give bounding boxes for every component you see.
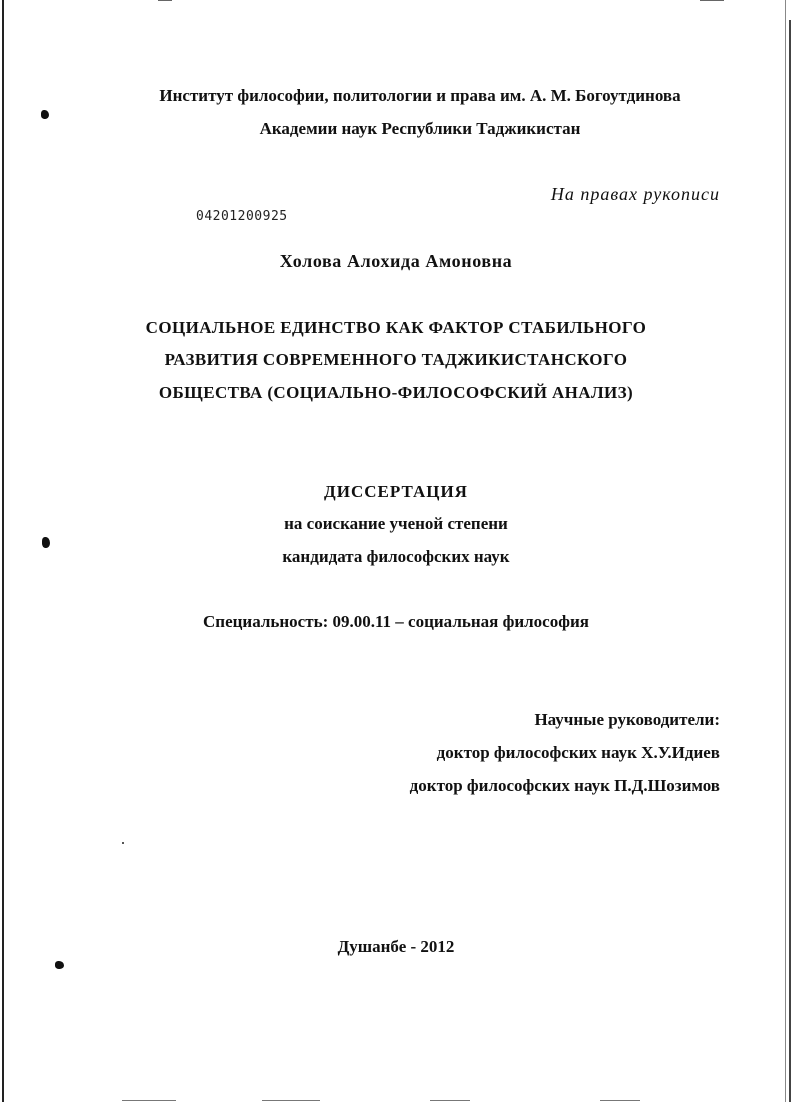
scan-top-mark [158,0,172,1]
title-line-2: РАЗВИТИЯ СОВРЕМЕННОГО ТАДЖИКИСТАНСКОГО [164,350,628,369]
title-line-3: ОБЩЕСТВА (СОЦИАЛЬНО-ФИЛОСОФСКИЙ АНАЛИЗ) [158,383,634,402]
author-name: Холова Алохида Амоновна [279,251,513,271]
scan-bottom-mark [262,1100,320,1101]
supervisor-1: доктор философских наук Х.У.Идиев [436,743,720,762]
scan-speck [122,842,124,844]
scan-bottom-mark [430,1100,470,1101]
place-year: Душанбе - 2012 [337,937,455,956]
punch-hole-mark [41,110,49,119]
degree-line-1: на соискание ученой степени [284,514,508,533]
scan-bottom-mark [122,1100,176,1101]
manuscript-note: На правах рукописи [550,184,720,204]
work-type-heading: ДИССЕРТАЦИЯ [324,482,468,501]
supervisors-heading: Научные руководители: [534,710,720,729]
supervisor-2: доктор философских наук П.Д.Шозимов [409,776,720,795]
degree-line-2: кандидата философских наук [282,547,510,566]
title-line-1: СОЦИАЛЬНОЕ ЕДИНСТВО КАК ФАКТОР СТАБИЛЬНОГО [145,318,647,337]
registration-code: 04201200925 [196,209,288,224]
punch-hole-mark [55,961,64,969]
specialty: Специальность: 09.00.11 – социальная философия [203,612,589,631]
academy-name: Академии наук Республики Таджикистан [259,119,581,138]
scan-bottom-mark [600,1100,640,1101]
scan-top-mark [700,0,724,1]
institute-name: Институт философии, политологии и права им. А. М. Богоутдинова [159,86,681,105]
